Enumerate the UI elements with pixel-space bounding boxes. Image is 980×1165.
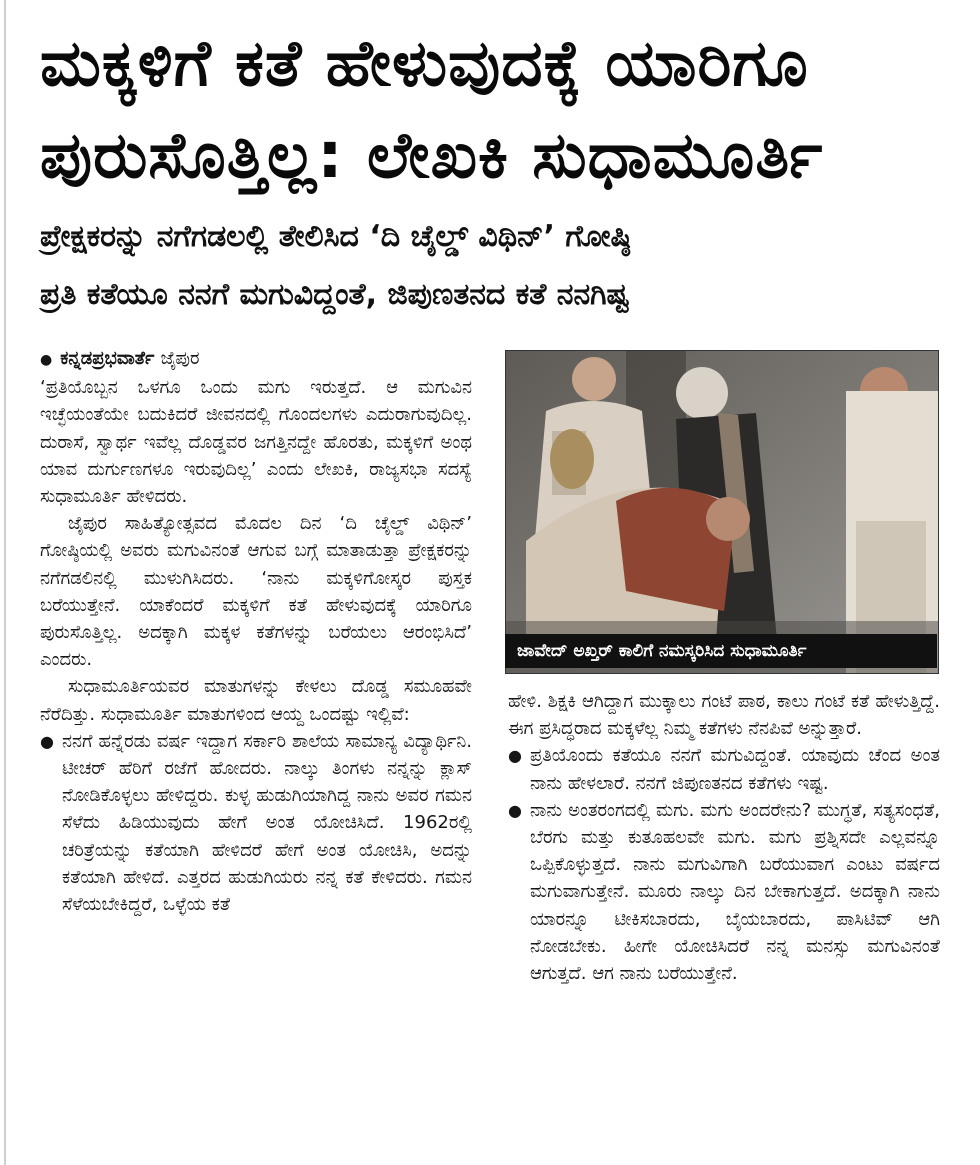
paragraph-intro: ‘ಪ್ರತಿಯೊಬ್ಬನ ಒಳಗೂ ಒಂದು ಮಗು ಇರುತ್ತದೆ. ಆ ಮಗುವಿನ ಇಚ್ಛೆಯಂತೆಯೇ ಬದುಕಿದರೆ ಜೀವನದಲ್ಲಿ ಗೊಂದಲಗಳು ಎದುರಾಗುವುದಿಲ್ಲ. ದುರಾಸೆ, ಸ್ವಾರ್ಥ ಇವೆಲ್ಲ ದೊಡ್ಡವರ ಜಗತ್ತಿನದ್ದೇ ಹೊರತು, ಮಕ್ಕಳಿಗೆ ಅಂಥ ಯಾವ ದುರ್ಗುಣಗಳೂ ಇರುವುದಿಲ್ಲ’ ಎಂದು ಲೇಖಕಿ, ರಾಜ್ಯಸಭಾ ಸದಸ್ಯೆ ಸುಧಾಮೂರ್ತಿ ಹೇಳಿದರು. [40, 377, 472, 508]
byline [40, 345, 472, 374]
article-column-left [40, 345, 472, 918]
headline-line-2: ಪುರುಸೊತ್ತಿಲ್ಲ: ಲೇಖಕಿ ಸುಧಾಮೂರ್ತಿ [40, 119, 824, 193]
byline-bullet-icon: ● [40, 352, 53, 368]
paragraph-continued: ಹೇಳಿ. ಶಿಕ್ಷಕಿ ಆಗಿದ್ದಾಗ ಮುಕ್ಕಾಲು ಗಂಟೆ ಪಾಠ, ಕಾಲು ಗಂಟೆ ಕತೆ ಹೇಳುತ್ತಿದ್ದೆ. ಈಗ ಪ್ರಸಿದ್ಧರಾದ ಮಕ್ಕಳೆಲ್ಲ ನಿಮ್ಮ ಕತೆಗಳು ನೆನಪಿವೆ ಅನ್ನುತ್ತಾರೆ. [508, 691, 940, 740]
headline [40, 18, 950, 202]
headline-line-1: ಮಕ್ಕಳಿಗೆ ಕತೆ ಹೇಳುವುದಕ್ಕೆ ಯಾರಿಗೂ [40, 27, 809, 101]
paragraph-3: ಸುಧಾಮೂರ್ತಿಯವರ ಮಾತುಗಳನ್ನು ಕೇಳಲು ದೊಡ್ಡ ಸಮೂಹವೇ ನೆರೆದಿತ್ತು. ಸುಧಾಮೂರ್ತಿ ಮಾತುಗಳಿಂದ ಆಯ್ದ ಒಂದಷ್ಟು ಇಲ್ಲಿವೆ: [40, 676, 472, 725]
bullet-point-1 [40, 728, 472, 918]
bullet-icon: ● [508, 746, 522, 766]
page-edge-rule [4, 0, 6, 1165]
article-column-right [508, 688, 940, 987]
byline-source: ಕನ್ನಡಪ್ರಭವಾರ್ತೆ [60, 348, 155, 369]
photo-caption: ಜಾವೇದ್ ಅಖ್ತರ್ ಕಾಲಿಗೆ ನಮಸ್ಕರಿಸಿದ ಸುಧಾಮೂರ್ತಿ [505, 634, 937, 668]
byline-place: ಜೈಪುರ [160, 348, 200, 369]
paragraph-2: ಜೈಪುರ ಸಾಹಿತ್ಯೋತ್ಸವದ ಮೊದಲ ದಿನ ‘ದಿ ಚೈಲ್ಡ್ ವಿಥಿನ್’ ಗೋಷ್ಠಿಯಲ್ಲಿ ಅವರು ಮಗುವಿನಂತೆ ಆಗುವ ಬಗ್ಗೆ ಮಾತಾಡುತ್ತಾ ಪ್ರೇಕ್ಷಕರನ್ನು ನಗೆಗಡಲಿನಲ್ಲಿ ಮುಳುಗಿಸಿದರು. ‘ನಾನು ಮಕ್ಕಳಿಗೋಸ್ಕರ ಪುಸ್ತಕ ಬರೆಯುತ್ತೇನೆ. ಯಾಕೆಂದರೆ ಮಕ್ಕಳಿಗೆ ಕತೆ ಹೇಳುವುದಕ್ಕೆ ಯಾರಿಗೂ ಪುರುಸೊತ್ತಿಲ್ಲ. ಅದಕ್ಕಾಗಿ ಮಕ್ಕಳ ಕತೆಗಳನ್ನು ಬರೆಯಲು ಆರಂಭಿಸಿದೆ’ ಎಂದರು. [40, 513, 472, 671]
bullet-point-3 [508, 797, 940, 987]
bullet-icon: ● [40, 731, 54, 751]
bullet-point-1-text: ನನಗೆ ಹನ್ನೆರಡು ವರ್ಷ ಇದ್ದಾಗ ಸರ್ಕಾರಿ ಶಾಲೆಯ ಸಾಮಾನ್ಯ ವಿದ್ಯಾರ್ಥಿನಿ. ಟೀಚರ್ ಹೆರಿಗೆ ರಜೆಗೆ ಹೋದರು. ನಾಲ್ಕು ತಿಂಗಳು ನನ್ನನ್ನು ಕ್ಲಾಸ್ ನೋಡಿಕೊಳ್ಳಲು ಹೇಳಿದ್ದರು. ಕುಳ್ಳ ಹುಡುಗಿಯಾಗಿದ್ದ ನಾನು ಅವರ ಗಮನ ಸೆಳೆದು ಹಿಡಿಯುವುದು ಹೇಗೆ ಅಂತ ಯೋಚಿಸಿದೆ. 1962ರಲ್ಲಿ ಚರಿತ್ರೆಯನ್ನು ಕತೆಯಾಗಿ ಹೇಳಿದರೆ ಹೇಗೆ ಅಂತ ಯೋಚಿಸಿ, ಅದನ್ನು ಕತೆಯಾಗಿ ಹೇಳಿದೆ. ಎತ್ತರದ ಹುಡುಗಿಯರು ನನ್ನ ಕತೆ ಕೇಳಿದರು. ಗಮನ ಸೆಳೆಯಬೇಕಿದ್ದರೆ, ಒಳ್ಳೆಯ ಕತೆ [62, 730, 472, 916]
subheadline-line-2: ಪ್ರತಿ ಕತೆಯೂ ನನಗೆ ಮಗುವಿದ್ದಂತೆ, ಜಿಪುಣತನದ ಕತೆ ನನಗಿಷ್ಟ [40, 277, 630, 312]
subheadline [40, 208, 950, 324]
bullet-point-2-text: ಪ್ರತಿಯೊಂದು ಕತೆಯೂ ನನಗೆ ಮಗುವಿದ್ದಂತೆ. ಯಾವುದು ಚೆಂದ ಅಂತ ನಾನು ಹೇಳಲಾರೆ. ನನಗೆ ಜಿಪುಣತನದ ಕತೆಗಳು ಇಷ್ಟ. [530, 745, 940, 794]
subheadline-line-1: ಪ್ರೇಕ್ಷಕರನ್ನು ನಗೆಗಡಲಲ್ಲಿ ತೇಲಿಸಿದ ‘ದಿ ಚೈಲ್ಡ್ ವಿಥಿನ್’ ಗೋಷ್ಠಿ [40, 219, 631, 254]
news-photo [505, 350, 939, 674]
bullet-point-3-text: ನಾನು ಅಂತರಂಗದಲ್ಲಿ ಮಗು. ಮಗು ಅಂದರೇನು? ಮುಗ್ಧತೆ, ಸತ್ಯಸಂಧತೆ, ಬೆರಗು ಮತ್ತು ಕುತೂಹಲವೇ ಮಗು. ಮಗು ಪ್ರಶ್ನಿಸದೇ ಎಲ್ಲವನ್ನೂ ಒಪ್ಪಿಕೊಳ್ಳುತ್ತದೆ. ನಾನು ಮಗುವಿಗಾಗಿ ಬರೆಯುವಾಗ ಎಂಟು ವರ್ಷದ ಮಗುವಾಗುತ್ತೇನೆ. ಮೂರು ನಾಲ್ಕು ದಿನ ಬೇಕಾಗುತ್ತದೆ. ಅದಕ್ಕಾಗಿ ನಾನು ಯಾರನ್ನೂ ಟೀಕಿಸಬಾರದು, ಬೈಯಬಾರದು, ಪಾಸಿಟಿವ್ ಆಗಿ ನೋಡಬೇಕು. ಹೀಗೇ ಯೋಚಿಸಿದರೆ ನನ್ನ ಮನಸ್ಸು ಮಗುವಿನಂತೆ ಆಗುತ್ತದೆ. ಆಗ ನಾನು ಬರೆಯುತ್ತೇನೆ. [530, 799, 940, 985]
bullet-point-2 [508, 742, 940, 796]
photo-illustration [506, 351, 938, 673]
bullet-icon: ● [508, 800, 522, 820]
